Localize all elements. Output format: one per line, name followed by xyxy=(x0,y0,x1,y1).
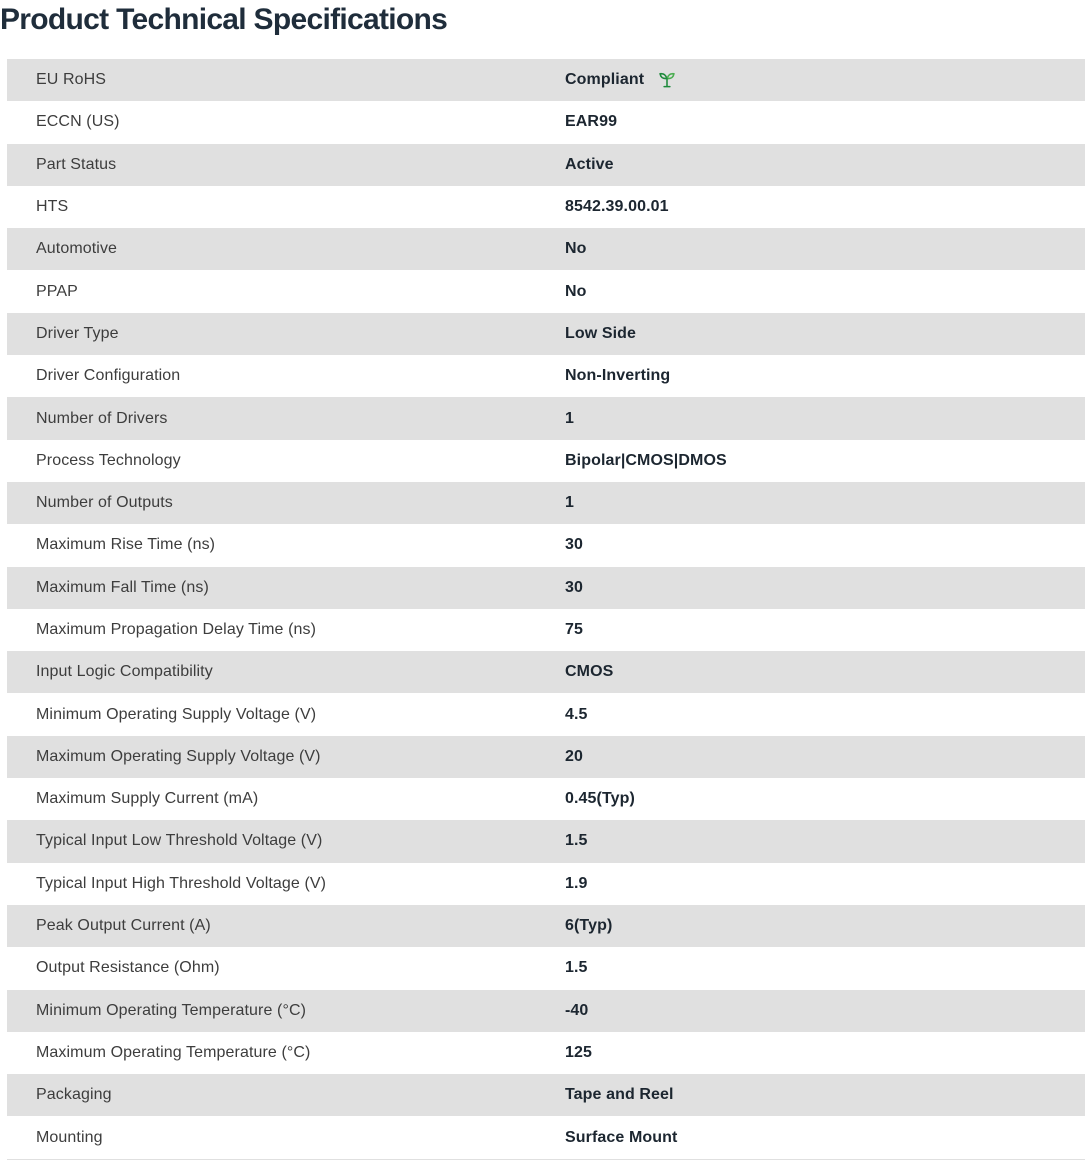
spec-value: 1.5 xyxy=(565,832,588,850)
spec-value: 8542.39.00.01 xyxy=(565,198,669,216)
spec-value-wrap xyxy=(565,397,574,439)
spec-value: Surface Mount xyxy=(565,1128,678,1146)
spec-label: Minimum Operating Temperature (°C) xyxy=(36,1001,307,1019)
table-row xyxy=(7,609,1085,651)
page-title: Product Technical Specifications xyxy=(0,3,448,36)
spec-value-wrap xyxy=(565,355,670,397)
spec-value-wrap xyxy=(565,693,588,735)
spec-value: 30 xyxy=(565,536,583,554)
spec-label: Mounting xyxy=(36,1128,103,1146)
table-row xyxy=(7,905,1085,947)
spec-value: Non-Inverting xyxy=(565,367,671,385)
spec-value-wrap xyxy=(565,905,612,947)
spec-label: Packaging xyxy=(36,1086,112,1104)
spec-value-wrap xyxy=(565,736,583,778)
spec-value: CMOS xyxy=(565,663,614,681)
spec-label: Process Technology xyxy=(36,451,181,469)
table-row xyxy=(7,567,1085,609)
spec-value-wrap xyxy=(565,947,588,989)
spec-label: HTS xyxy=(36,198,69,216)
table-row xyxy=(7,1116,1085,1158)
spec-label: EU RoHS xyxy=(36,71,107,89)
spec-label: Maximum Rise Time (ns) xyxy=(36,536,216,554)
spec-value: Active xyxy=(565,155,614,173)
sprout-leaf-icon xyxy=(656,69,678,91)
table-row xyxy=(7,397,1085,439)
spec-label: Number of Drivers xyxy=(36,409,168,427)
spec-value: 1 xyxy=(565,409,574,427)
spec-table xyxy=(7,59,1085,1159)
spec-value-wrap xyxy=(565,228,587,270)
spec-value-wrap xyxy=(565,863,588,905)
table-row xyxy=(7,651,1085,693)
spec-label: Driver Configuration xyxy=(36,367,181,385)
table-row xyxy=(7,355,1085,397)
spec-value-wrap xyxy=(565,820,588,862)
table-row xyxy=(7,440,1085,482)
spec-value: 6(Typ) xyxy=(565,917,613,935)
spec-value-wrap xyxy=(565,59,678,101)
spec-label: Part Status xyxy=(36,155,117,173)
spec-label: Maximum Fall Time (ns) xyxy=(36,578,209,596)
spec-value: Bipolar|CMOS|DMOS xyxy=(565,451,727,469)
table-row xyxy=(7,101,1085,143)
spec-label: Automotive xyxy=(36,240,118,258)
spec-value-wrap xyxy=(565,1074,674,1116)
spec-value-wrap xyxy=(565,1032,592,1074)
table-row xyxy=(7,1032,1085,1074)
spec-value-wrap xyxy=(565,1116,677,1158)
spec-value: Low Side xyxy=(565,324,637,342)
spec-value: 1 xyxy=(565,494,574,512)
spec-label: Typical Input High Threshold Voltage (V) xyxy=(36,874,327,892)
spec-label: Number of Outputs xyxy=(36,494,173,512)
table-row xyxy=(7,820,1085,862)
table-row xyxy=(7,270,1085,312)
table-row xyxy=(7,947,1085,989)
spec-label: Typical Input Low Threshold Voltage (V) xyxy=(36,832,323,850)
spec-value: Compliant xyxy=(565,71,645,89)
table-row xyxy=(7,59,1085,101)
spec-value: -40 xyxy=(565,1001,589,1019)
table-row xyxy=(7,693,1085,735)
table-row xyxy=(7,1074,1085,1116)
spec-value: 1.9 xyxy=(565,874,588,892)
spec-label: Minimum Operating Supply Voltage (V) xyxy=(36,705,317,723)
spec-label: Maximum Supply Current (mA) xyxy=(36,790,259,808)
table-row xyxy=(7,778,1085,820)
table-row xyxy=(7,144,1085,186)
spec-label: Maximum Operating Supply Voltage (V) xyxy=(36,747,321,765)
spec-value: No xyxy=(565,282,587,300)
spec-value-wrap xyxy=(565,186,669,228)
spec-value-wrap xyxy=(565,778,635,820)
table-row xyxy=(7,313,1085,355)
spec-value-wrap xyxy=(565,101,617,143)
spec-value-wrap xyxy=(565,313,636,355)
spec-value: 0.45(Typ) xyxy=(565,790,635,808)
page-header xyxy=(0,0,1085,59)
spec-value: 4.5 xyxy=(565,705,588,723)
spec-value: 75 xyxy=(565,621,583,638)
spec-label: ECCN (US) xyxy=(36,113,120,131)
table-row xyxy=(7,482,1085,524)
spec-value: 125 xyxy=(565,1043,592,1061)
spec-value-wrap xyxy=(565,524,583,566)
table-row xyxy=(7,186,1085,228)
spec-value: No xyxy=(565,240,587,258)
spec-label: Peak Output Current (A) xyxy=(36,917,211,935)
table-row xyxy=(7,736,1085,778)
spec-value-wrap xyxy=(565,440,727,482)
spec-value-wrap xyxy=(565,609,583,651)
spec-value-wrap xyxy=(565,482,574,524)
spec-value: Tape and Reel xyxy=(565,1086,674,1104)
spec-value: 20 xyxy=(565,747,583,765)
spec-label: Driver Type xyxy=(36,324,119,342)
spec-value-wrap xyxy=(565,651,613,693)
spec-value: 30 xyxy=(565,578,583,596)
spec-value-wrap xyxy=(565,270,587,312)
spec-label: Output Resistance (Ohm) xyxy=(36,959,220,977)
spec-value-wrap xyxy=(565,567,583,609)
spec-label: PPAP xyxy=(36,282,78,300)
spec-value: EAR99 xyxy=(565,113,618,131)
table-row xyxy=(7,990,1085,1032)
spec-label: Input Logic Compatibility xyxy=(36,663,213,681)
table-row xyxy=(7,524,1085,566)
spec-value: 1.5 xyxy=(565,959,588,977)
spec-value-wrap xyxy=(565,990,588,1032)
table-row xyxy=(7,863,1085,905)
spec-label: Maximum Propagation Delay Time (ns) xyxy=(36,621,317,638)
spec-value-wrap xyxy=(565,144,614,186)
spec-label: Maximum Operating Temperature (°C) xyxy=(36,1043,311,1061)
table-row xyxy=(7,228,1085,270)
